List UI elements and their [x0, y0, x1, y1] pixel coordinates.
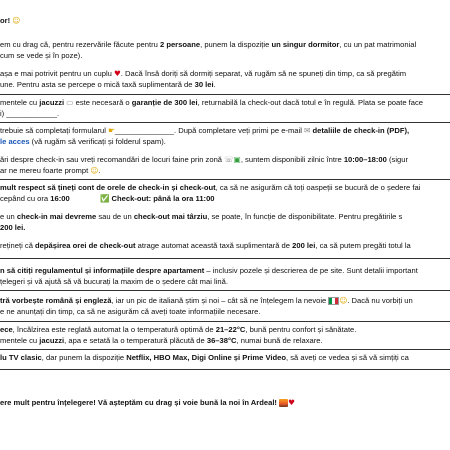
info-line-1: [0, 266, 418, 276]
bathtub-icon: ▭: [66, 98, 74, 107]
bold-text: 16:00: [50, 194, 70, 203]
bold-text: 200 lei.: [0, 223, 26, 232]
bold-text: check-in mai devreme: [16, 212, 97, 221]
heart-icon: ♥: [113, 69, 121, 78]
chat-icon: ▣: [233, 155, 241, 164]
text: . Dacă însă doriți să dormiți separat, vă rugăm să ne spuneți din timp, ca să pregătim: [120, 69, 407, 78]
envelope-icon: ✉: [304, 126, 311, 135]
text: sau de un: [96, 212, 134, 221]
footer-text: ere mult pentru înțelegere! Vă așteptăm cu drag și voie bună la noi în Ardeal!: [0, 398, 277, 407]
text: este necesară o: [73, 98, 132, 107]
booking-line-4: [0, 80, 216, 90]
deposit-line-2: [0, 109, 59, 119]
schedule-line-5: [0, 241, 411, 251]
checkin-form-line-3: [0, 155, 408, 165]
text: , dar punem la dispoziție: [41, 353, 127, 362]
greeting-text: or!: [0, 16, 11, 25]
bold-text: jacuzzi: [39, 98, 65, 107]
checkin-form-line-1: [0, 126, 409, 136]
bold-text: check-out mai târziu: [133, 212, 208, 221]
bold-text: Netflix, HBO Max, Digi Online și Prime Video: [126, 353, 287, 362]
bold-text: mult respect să țineți cont de orele de check-in și check-out: [0, 183, 216, 192]
bold-text: tră vorbește română și engleză: [0, 296, 112, 305]
bold-text: 200 lei: [292, 241, 316, 250]
text: , iar un pic de italiană știm și noi – cât să ne înțelegem la nevoie: [111, 296, 329, 305]
schedule-line-4: [0, 223, 25, 233]
text: așa e mai potrivit pentru un cuplu: [0, 69, 114, 78]
bold-text: ece: [0, 325, 13, 334]
text: , se poate, în funcție de disponibilitate. Pentru pregătirile s: [207, 212, 403, 221]
bold-text: jacuzzi: [39, 336, 65, 345]
bold-text: 2 persoane: [159, 40, 201, 49]
text: atrage automat această taxă suplimentară de: [135, 241, 293, 250]
text: mentele cu: [0, 98, 40, 107]
text: mentele cu: [0, 336, 40, 345]
text: – inclusiv pozele și descrierea de pe site. Sunt detalii important: [204, 266, 418, 275]
bold-text: le acces: [0, 137, 30, 146]
text: , suntem disponibili zilnic între: [240, 155, 344, 164]
divider: [0, 349, 450, 350]
divider: [0, 290, 450, 291]
text: , încălzirea este reglată automat la o temperatură optimă de: [12, 325, 216, 334]
bold-text: Check-out: până la ora: [111, 194, 196, 203]
bold-text: 30 lei: [194, 80, 214, 89]
greeting-line: [0, 16, 20, 26]
text: , bună pentru confort și sănătate.: [245, 325, 357, 334]
booking-line-1: [0, 40, 416, 50]
text: (sigur: [386, 155, 408, 164]
text: , cu un pat matrimonial: [339, 40, 417, 49]
text: , apa e setată la o temperatură plăcută de: [64, 336, 207, 345]
heating-line-1: [0, 325, 356, 335]
language-line-1: [0, 296, 413, 306]
divider: [0, 369, 450, 370]
heart-icon: ♥: [288, 398, 295, 407]
text: .: [98, 166, 101, 175]
bold-text: 10:00–18:00: [343, 155, 387, 164]
bold-text: depășirea orei de check-out: [35, 241, 136, 250]
text: rețineți că: [0, 241, 36, 250]
text: (vă rugăm să verificați și folderul spam).: [29, 137, 166, 146]
text: , să aveți ce vedea și să vă simțiți ca: [286, 353, 409, 362]
divider: [0, 179, 450, 180]
text: une. Pentru asta se percepe o mică taxă suplimentară de: [0, 80, 195, 89]
schedule-line-1: [0, 183, 420, 193]
text: cepând cu ora: [0, 194, 51, 203]
deposit-line-1: [0, 98, 423, 108]
divider: [0, 258, 450, 259]
bold-text: 36–38°C: [206, 336, 237, 345]
divider: [0, 321, 450, 322]
phone-icon: ☏: [224, 155, 234, 164]
divider: [0, 122, 450, 123]
divider: [0, 94, 450, 95]
text: , returnabilă la check-out dacă totul e în regulă. Plata se poate face: [197, 98, 424, 107]
schedule-line-2: [0, 194, 215, 204]
bold-text: lu TV clasic: [0, 353, 42, 362]
text: i) ____________.: [0, 109, 60, 118]
text: , punem la dispoziție: [200, 40, 272, 49]
pointing-hand-icon: ☛: [108, 126, 115, 135]
bold-text: 21–22°C: [215, 325, 246, 334]
info-line-2: [0, 277, 228, 287]
checkin-form-line-2: [0, 137, 166, 147]
bold-text: 11:00: [195, 194, 215, 203]
bold-text: n să citiți regulamentul și informațiile despre apartament: [0, 266, 205, 275]
smile-icon: ☺: [12, 16, 21, 25]
heating-line-2: [0, 336, 323, 346]
text: .: [213, 80, 216, 89]
text: țelegeri și vă ajută să vă bucurați la maxim de o ședere cât mai lină.: [0, 277, 228, 286]
text: ______________. După completare veți primi pe e-mail: [114, 126, 304, 135]
tv-line-1: [0, 353, 409, 363]
booking-line-3: [0, 69, 406, 79]
text: , numai bună de relaxare.: [236, 336, 323, 345]
smile-icon: ☺: [90, 166, 99, 175]
bold-text: garanție de 300 lei: [131, 98, 198, 107]
booking-line-2: [0, 51, 82, 61]
bold-text: un singur dormitor: [271, 40, 340, 49]
italy-flag-icon: [328, 297, 339, 305]
text: em cu drag că, pentru rezervările făcute pentru: [0, 40, 160, 49]
language-line-2: [0, 307, 260, 317]
text: , ca să putem pregăti totul la: [315, 241, 411, 250]
text: trebuie să completați formularul: [0, 126, 109, 135]
text: ări despre check-in sau vreți recomandări de locuri faine prin zonă: [0, 155, 225, 164]
text: . Dacă nu vorbiți un: [347, 296, 413, 305]
text: e ne anunțați din timp, ca să ne asigurăm că aveți toate informațiile necesare.: [0, 307, 261, 316]
checkin-form-line-4: [0, 166, 100, 176]
bold-text: detaliile de check-in (PDF),: [310, 126, 410, 135]
footer-line: [0, 398, 295, 408]
text: e un: [0, 212, 17, 221]
text: cum se vede și în poze).: [0, 51, 83, 60]
schedule-line-3: [0, 212, 402, 222]
text: ar ne mereu foarte prompt: [0, 166, 91, 175]
text: , ca să ne asigurăm că toți oaspeții se bucură de o ședere fai: [215, 183, 421, 192]
smile-icon: ☺: [339, 296, 348, 305]
sunset-icon: [279, 399, 288, 407]
check-mark-icon: ✅: [99, 194, 110, 203]
